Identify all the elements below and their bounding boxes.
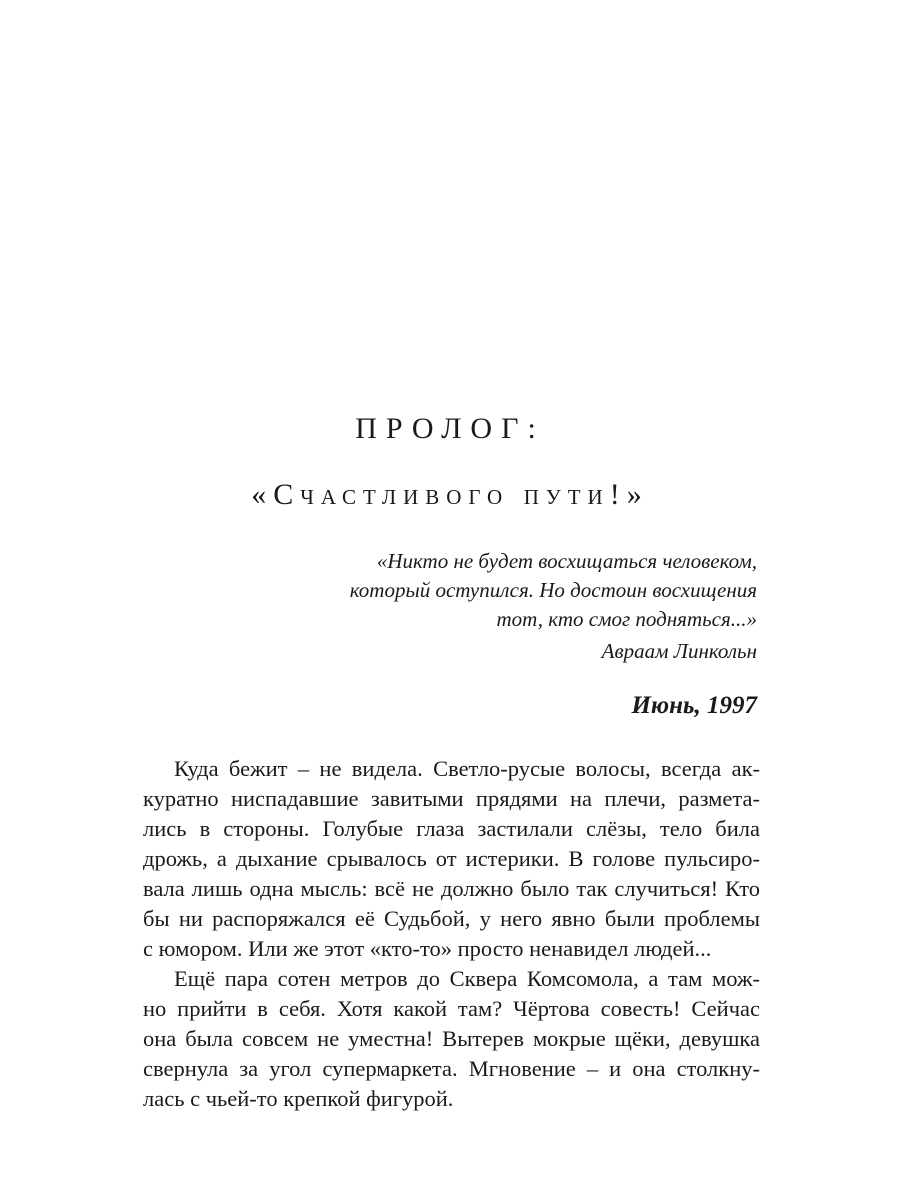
epigraph-line: тот, кто смог подняться...» bbox=[496, 607, 757, 631]
chapter-subtitle: «Счастливого пути!» bbox=[251, 478, 649, 511]
epigraph-line: «Никто не будет восхищаться человеком, bbox=[376, 549, 757, 573]
paragraph bbox=[143, 754, 760, 964]
text-line: Ещё пара сотен метров до Сквера Комсомола, а там мож- bbox=[174, 966, 760, 991]
text-line: дрожь, а дыхание срывалось от истерики. В голове пульсиро- bbox=[143, 846, 760, 871]
epigraph-line: который оступился. Но достоин восхищения bbox=[349, 578, 757, 602]
text-line: лись в стороны. Голубые глаза застилали слёзы, тело била bbox=[143, 816, 760, 841]
text-line: лась с чьей-то крепкой фигурой. bbox=[143, 1086, 454, 1111]
text-line: она была совсем не уместна! Вытерев мокрые щёки, девушка bbox=[143, 1026, 760, 1051]
text-line: но прийти в себя. Хотя какой там? Чёртова совесть! Сейчас bbox=[143, 996, 760, 1021]
epigraph-author: Авраам Линкольн bbox=[601, 639, 757, 663]
text-line: с юмором. Или же этот «кто-то» просто ненавидел людей... bbox=[143, 936, 712, 961]
text-line: бы ни распоряжался её Судьбой, у него явно были проблемы bbox=[143, 906, 760, 931]
epigraph bbox=[197, 547, 757, 634]
text-line: вала лишь одна мысль: всё не должно было так случиться! Кто bbox=[143, 876, 760, 901]
text-line: свернула за угол супермаркета. Мгновение – и она столкну- bbox=[143, 1056, 760, 1081]
chapter-title: ПРОЛОГ: bbox=[355, 412, 545, 445]
text-line: куратно ниспадавшие завитыми прядями на плечи, размета- bbox=[143, 786, 760, 811]
date-heading: Июнь, 1997 bbox=[631, 692, 757, 719]
body-text bbox=[143, 754, 760, 1114]
paragraph bbox=[143, 964, 760, 1114]
text-line: Куда бежит – не видела. Светло-русые волосы, всегда ак- bbox=[174, 756, 760, 781]
